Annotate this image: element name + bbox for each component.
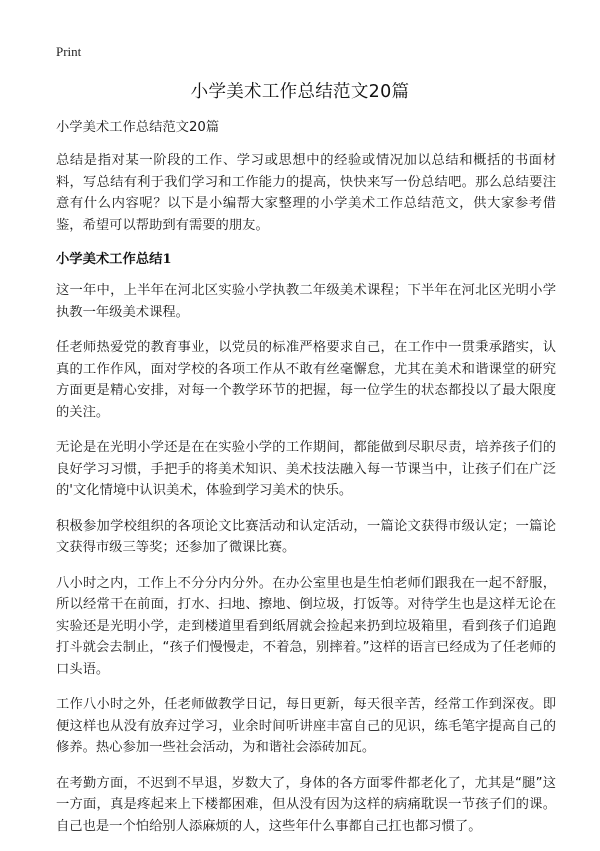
document-body (56, 118, 556, 851)
body-paragraph: 任老师热爱党的教育事业，以党员的标准严格要求自己，在工作中一贯秉承踏实，认真的工作作风，面对学校的各项工作从不敢有丝毫懈怠，尤其在美术和谐课堂的研究方面更是精心安排，对每一个教学环节的把握，每一位学生的状态都投以了最大限度的关注。 (56, 340, 556, 420)
body-paragraph: 这一年中，上半年在河北区实验小学执教二年级美术课程；下半年在河北区光明小学执教一年级美术课程。 (56, 283, 556, 320)
document-title: 小学美术工作总结范文20篇 (190, 82, 410, 102)
body-paragraph: 在考勤方面，不迟到不早退，岁数大了，身体的各方面零件都老化了，尤其是“腿”这一方面，真是疼起来上下楼都困难，但从没有因为这样的病痛耽误一节孩子们的课。自己也是一个怕给别人添麻烦的人，这些年什么事都自己扛也都习惯了。 (56, 775, 556, 834)
body-paragraph: 积极参加学校组织的各项论文比赛活动和认定活动，一篇论文获得市级认定；一篇论文获得市级三等奖；还参加了微课比赛。 (56, 518, 556, 555)
body-paragraph: 八小时之内，工作上不分分内分外。在办公室里也是生怕老师们跟我在一起不舒服，所以经常干在前面，打水、扫地、擦地、倒垃圾，打饭等。对待学生也是这样无论在实验还是光明小学，走到楼道里看到纸屑就会捡起来扔到垃圾箱里，看到孩子们追跑打斗就会去制止，“孩子们慢慢走，不着急，别摔着。”这样的语言已经成为了任老师的口头语。 (56, 575, 556, 677)
document-subtitle: 小学美术工作总结范文20篇 (56, 120, 220, 135)
body-paragraph: 无论是在光明小学还是在在实验小学的工作期间，都能做到尽职尽责，培养孩子们的良好学习习惯，手把手的将美术知识、美术技法融入每一节课当中，让孩子们在广泛的'文化情境中认识美术，体验到学习美术的快乐。 (56, 440, 556, 498)
print-label: Print (56, 44, 82, 59)
intro-paragraph: 总结是指对某一阶段的工作、学习或思想中的经验或情况加以总结和概括的书面材料，写总结有利于我们学习和工作能力的提高，快快来写一份总结吧。那么总结要注意有什么内容呢？以下是小编帮大家整理的小学美术工作总结范文，供大家参考借鉴，希望可以帮助到有需要的朋友。 (56, 153, 556, 233)
section-heading: 小学美术工作总结1 (56, 252, 172, 267)
body-paragraph: 工作八小时之外，任老师做教学日记，每日更新，每天很辛苦，经常工作到深夜。即便这样也从没有放弃过学习，业余时间听讲座丰富自己的见识，练毛笔字提高自己的修养。热心参加一些社会活动，为和谐社会添砖加瓦。 (56, 697, 556, 755)
